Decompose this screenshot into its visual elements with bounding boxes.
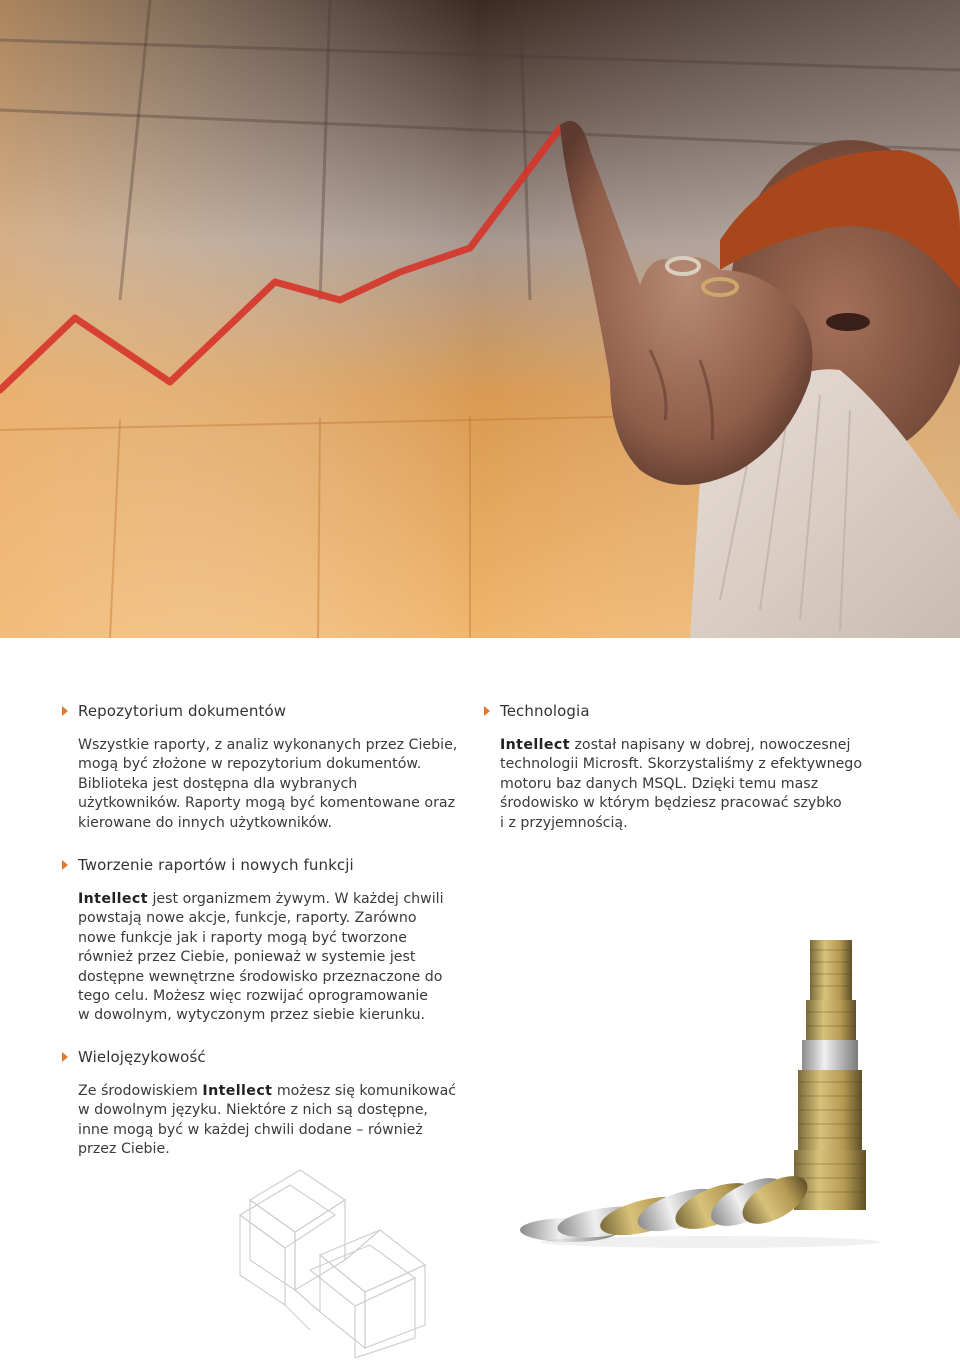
body-line: inne mogą być w każdej chwili dodane – również xyxy=(78,1121,423,1138)
orange-arrow-bullet-icon xyxy=(62,1052,68,1062)
body-line: kierowane do innych użytkowników. xyxy=(78,814,332,831)
body-line: mogą być złożone w repozytorium dokumentów. xyxy=(78,756,422,773)
section-body xyxy=(78,736,481,833)
section-technologia xyxy=(483,700,903,833)
section-tworzenie-raportow xyxy=(61,854,491,1026)
hero-illustration xyxy=(0,0,960,638)
body-line: również przez Ciebie, ponieważ w systemie jest xyxy=(78,949,416,966)
body-text: możesz się komunikować xyxy=(272,1083,457,1099)
body-line: Biblioteka jest dostępna dla wybranych xyxy=(78,775,358,792)
coin-stack-photo xyxy=(510,930,890,1250)
section-title: Repozytorium dokumentów xyxy=(78,702,287,720)
body-line xyxy=(78,890,491,909)
section-title: Technologia xyxy=(500,702,590,720)
body-text: został napisany w dobrej, nowoczesnej xyxy=(569,737,851,753)
section-title: Wielojęzykowość xyxy=(78,1048,206,1066)
orange-arrow-bullet-icon xyxy=(62,706,68,716)
cubes-illustration xyxy=(220,1160,490,1358)
section-header xyxy=(61,854,491,876)
body-line xyxy=(500,736,903,755)
brand-name: Intellect xyxy=(500,737,570,753)
body-text: Ze środowiskiem xyxy=(78,1083,203,1099)
body-line: użytkowników. Raporty mogą być komentowane oraz xyxy=(78,795,456,812)
body-line: nowe funkcje jak i raporty mogą być tworzone xyxy=(78,929,407,946)
section-header xyxy=(483,700,903,722)
hero-photo xyxy=(0,0,960,638)
brand-name: Intellect xyxy=(78,891,148,907)
body-line: przez Ciebie. xyxy=(78,1141,170,1158)
body-line: środowisko w którym będziesz pracować szybko xyxy=(500,795,842,812)
orange-arrow-bullet-icon xyxy=(62,860,68,870)
body-text: jest organizmem żywym. W każdej chwili xyxy=(147,891,444,907)
body-line: i z przyjemnością. xyxy=(500,814,628,831)
section-wielojezykowosc xyxy=(61,1046,491,1160)
section-body xyxy=(78,890,491,1026)
section-repozytorium xyxy=(61,700,481,833)
body-line xyxy=(78,1082,491,1101)
body-line: Wszystkie raporty, z analiz wykonanych przez Ciebie, xyxy=(78,737,458,753)
section-body xyxy=(500,736,903,833)
body-line: powstają nowe akcje, funkcje, raporty. Zarówno xyxy=(78,910,417,927)
section-header xyxy=(61,700,481,722)
body-line: w dowolnym języku. Niektóre z nich są dostępne, xyxy=(78,1102,428,1119)
body-line: tego celu. Możesz więc rozwijać oprogramowanie xyxy=(78,988,429,1005)
wireframe-cubes-graphic xyxy=(220,1160,490,1358)
section-title: Tworzenie raportów i nowych funkcji xyxy=(78,856,354,874)
body-line: w dowolnym, wytyczonym przez siebie kierunku. xyxy=(78,1007,426,1024)
brand-name: Intellect xyxy=(202,1083,273,1099)
body-line: technologii Microsft. Skorzystaliśmy z efektywnego xyxy=(500,756,862,773)
orange-arrow-bullet-icon xyxy=(484,706,490,716)
section-header xyxy=(61,1046,491,1068)
body-line: motoru baz danych MSQL. Dzięki temu masz xyxy=(500,775,819,792)
body-line: dostępne wewnętrzne środowisko przeznaczone do xyxy=(78,968,443,985)
section-body xyxy=(78,1082,491,1160)
coins-illustration xyxy=(510,930,890,1250)
